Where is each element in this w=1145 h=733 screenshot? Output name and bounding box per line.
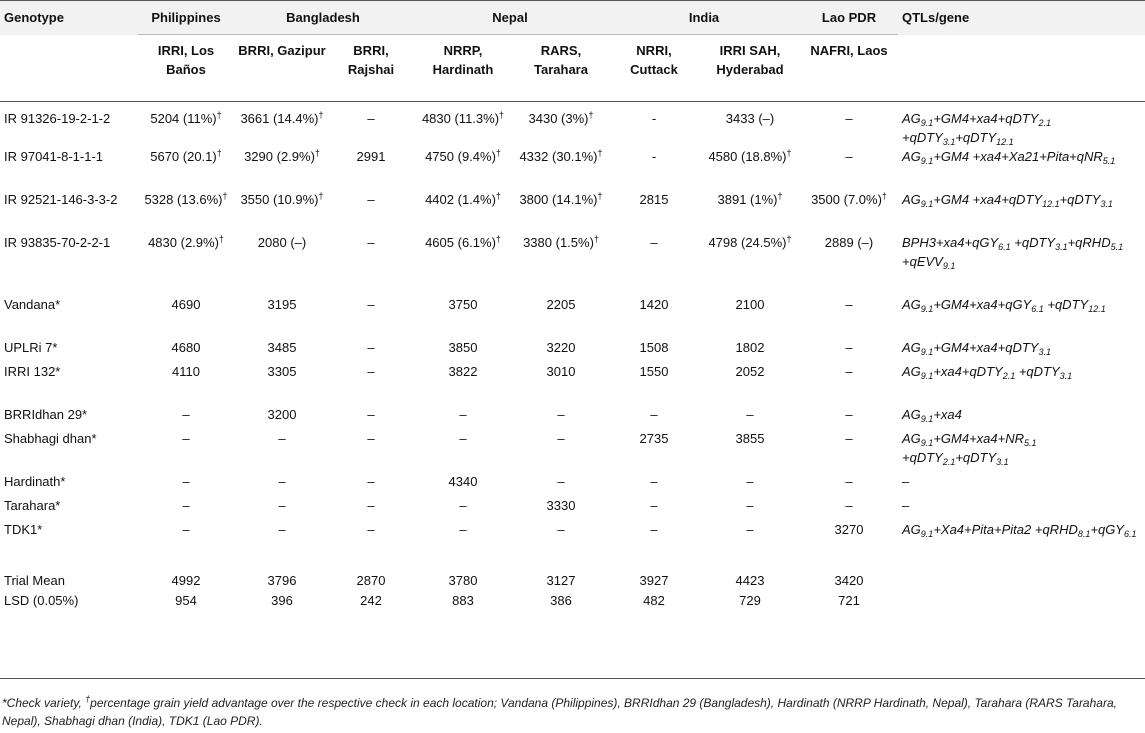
yield-cell: 3891 (1%)† <box>717 191 783 207</box>
summary-value: 2870 <box>356 573 386 588</box>
yield-cell: – <box>459 522 467 537</box>
yield-cell: – <box>746 498 754 513</box>
header-country-india: India <box>608 1 800 35</box>
table-row <box>0 338 1145 362</box>
yield-cell: 3195 <box>267 297 297 312</box>
yield-cell: 5670 (20.1)† <box>150 148 222 164</box>
yield-cell: 3330 <box>546 498 576 513</box>
header-country-lao: Lao PDR <box>800 1 898 35</box>
yield-cell: 4830 (11.3%)† <box>421 110 505 126</box>
yield-cell: 3855 <box>735 431 765 446</box>
summary-blank <box>898 563 1145 591</box>
yield-cell: – <box>845 149 853 164</box>
yield-cell: – <box>650 522 658 537</box>
genotype-cell: IRRI 132* <box>4 364 61 379</box>
genotype-cell: IR 97041-8-1-1-1 <box>4 149 103 164</box>
qtl-gene-cell: $AG_{9.1}+GM4+xa4+NR_{5.1}$ +qDTY$_{2.1}$+qDTY$_{3.1}$ <box>902 431 1037 467</box>
summary-value: 954 <box>175 593 197 608</box>
yield-cell: 2205 <box>546 297 576 312</box>
yield-cell: 4750 (9.4%)† <box>425 148 501 164</box>
yield-cell: 1802 <box>735 340 765 355</box>
yield-cell: – <box>182 474 190 489</box>
summary-value: 4423 <box>735 573 765 588</box>
yield-cell: – <box>557 431 565 446</box>
genotype-cell: Vandana* <box>4 297 61 312</box>
qtl-gene-cell: $AG_{9.1}+GM4+xa4+qGY_{6.1}$ +qDTY$_{12.1}$ <box>902 297 1106 314</box>
header-blank <box>0 35 138 102</box>
yield-cell: – <box>367 431 375 446</box>
qtl-gene-cell: $AG_{9.1}+Xa4+Pita+Pita2$ +qRHD$_{8.1}$+qGY$_{6.1}$ <box>902 522 1137 539</box>
summary-value: 721 <box>838 593 860 608</box>
yield-cell: 3270 <box>834 522 864 537</box>
summary-row <box>0 591 1145 615</box>
table-row <box>0 190 1145 233</box>
table-row <box>0 472 1145 496</box>
yield-cell: – <box>557 522 565 537</box>
genotype-cell: Shabhagi dhan* <box>4 431 97 446</box>
header-row-locations <box>0 35 1145 102</box>
summary-value: 396 <box>271 593 293 608</box>
qtl-gene-cell: $AG_{9.1}+xa4+qDTY_{2.1}$ +qDTY$_{3.1}$ <box>902 364 1073 381</box>
yield-cell: – <box>746 407 754 422</box>
yield-cell: – <box>650 235 658 250</box>
genotype-cell: IR 92521-146-3-3-2 <box>4 192 118 207</box>
yield-cell: – <box>845 111 853 126</box>
yield-cell: 3750 <box>448 297 478 312</box>
yield-cell: 5204 (11%)† <box>150 110 222 126</box>
yield-cell: 3822 <box>448 364 478 379</box>
yield-cell: – <box>367 474 375 489</box>
yield-cell: – <box>367 340 375 355</box>
yield-cell: – <box>278 474 286 489</box>
yield-cell: – <box>746 522 754 537</box>
qtl-gene-cell: $AG_{9.1}+GM4$ +xa4+qDTY$_{12.1}$+qDTY$_{3.1}$ <box>902 192 1113 209</box>
summary-value: 3127 <box>546 573 576 588</box>
yield-cell: 4798 (24.5%)† <box>708 234 792 250</box>
yield-cell: – <box>278 498 286 513</box>
qtl-gene-cell: $AG_{9.1}+GM4$ +xa4+Xa21+Pita+qNR$_{5.1}$ <box>902 149 1116 166</box>
genotype-cell: UPLRi 7* <box>4 340 58 355</box>
table-body <box>0 102 1145 616</box>
header-blank <box>898 35 1145 102</box>
header-qtl: QTLs/gene <box>902 10 970 26</box>
header-genotype: Genotype <box>4 10 64 26</box>
yield-cell: 3485 <box>267 340 297 355</box>
yield-cell: 1420 <box>639 297 669 312</box>
table-row <box>0 496 1145 520</box>
summary-label: Trial Mean <box>4 573 65 588</box>
summary-label: LSD (0.05%) <box>4 593 79 608</box>
summary-value: 482 <box>643 593 665 608</box>
yield-cell: 3200 <box>267 407 297 422</box>
yield-cell: 4830 (2.9%)† <box>148 234 224 250</box>
summary-value: 386 <box>550 593 572 608</box>
yield-cell: 3500 (7.0%)† <box>811 191 887 207</box>
yield-cell: – <box>278 431 286 446</box>
table-row <box>0 362 1145 405</box>
footnote: *Check variety, †percentage grain yield advantage over the respective check in each location; Vandana (Philippines), BRRIdhan 29 (Bangladesh), Hardinath (NRRP Hardinath, Nepal), Tarahara (RARS Tarahara, Nepal), Shabhagi dhan (India), TDK1 (Lao PDR). <box>0 678 1145 730</box>
yield-cell: 3850 <box>448 340 478 355</box>
yield-cell: 3430 (3%)† <box>528 110 594 126</box>
header-location: IRRI, Los Baños <box>157 43 215 77</box>
yield-cell: 4332 (30.1%)† <box>519 148 603 164</box>
yield-cell: 2100 <box>735 297 765 312</box>
header-location: NRRP, Hardinath <box>432 43 494 77</box>
qtl-gene-cell: – <box>902 474 910 489</box>
table-row <box>0 147 1145 190</box>
summary-value: 4992 <box>171 573 201 588</box>
yield-cell: – <box>182 498 190 513</box>
table-row <box>0 520 1145 563</box>
summary-value: 883 <box>452 593 474 608</box>
summary-blank <box>898 591 1145 615</box>
qtl-gene-cell: – <box>902 498 910 513</box>
table-row <box>0 429 1145 472</box>
yield-cell: – <box>367 111 375 126</box>
summary-value: 3420 <box>834 573 864 588</box>
yield-cell: – <box>845 364 853 379</box>
yield-cell: – <box>845 297 853 312</box>
yield-cell: 4680 <box>171 340 201 355</box>
yield-cell: – <box>650 407 658 422</box>
yield-cell: 3800 (14.1%)† <box>519 191 603 207</box>
summary-value: 3796 <box>267 573 297 588</box>
yield-cell: – <box>459 498 467 513</box>
yield-cell: 3305 <box>267 364 297 379</box>
yield-cell: – <box>746 474 754 489</box>
yield-cell: – <box>367 498 375 513</box>
yield-cell: 5328 (13.6%)† <box>144 191 228 207</box>
table-row <box>0 295 1145 338</box>
yield-cell: – <box>367 364 375 379</box>
yield-cell: - <box>651 111 657 126</box>
genotype-cell: IR 91326-19-2-1-2 <box>4 111 111 126</box>
yield-cell: 4402 (1.4%)† <box>425 191 501 207</box>
yield-cell: 1508 <box>639 340 669 355</box>
yield-cell: – <box>650 474 658 489</box>
yield-cell: – <box>845 498 853 513</box>
header-location: NAFRI, Laos <box>810 43 888 58</box>
yield-cell: – <box>367 522 375 537</box>
yield-cell: 2815 <box>639 192 669 207</box>
qtl-gene-cell: BPH3+xa4+qGY$_{6.1}$ +qDTY$_{3.1}$+qRHD$_{5.1}$ +qEVV$_{9.1}$ <box>902 235 1124 271</box>
yield-cell: 4340 <box>448 474 478 489</box>
yield-cell: – <box>367 407 375 422</box>
yield-cell: 3550 (10.9%)† <box>240 191 324 207</box>
yield-cell: 3010 <box>546 364 576 379</box>
yield-cell: 4605 (6.1%)† <box>425 234 501 250</box>
yield-cell: 3433 (–) <box>725 111 775 126</box>
yield-cell: – <box>650 498 658 513</box>
summary-value: 3780 <box>448 573 478 588</box>
summary-value: 242 <box>360 593 382 608</box>
qtl-gene-cell: $AG_{9.1}+xa4$ <box>902 407 962 424</box>
yield-cell: – <box>182 407 190 422</box>
yield-cell: – <box>557 407 565 422</box>
header-country-nepal: Nepal <box>412 1 608 35</box>
yield-cell: 3380 (1.5%)† <box>523 234 599 250</box>
yield-cell: 4110 <box>172 364 200 379</box>
table-row <box>0 405 1145 429</box>
yield-cell: – <box>459 431 467 446</box>
yield-cell: – <box>182 431 190 446</box>
yield-cell: - <box>651 149 657 164</box>
table-row <box>0 102 1145 148</box>
header-location: BRRI, Gazipur <box>238 43 326 58</box>
qtl-gene-cell: $AG_{9.1}+GM4+xa4+qDTY_{3.1}$ <box>902 340 1051 357</box>
yield-cell: 2991 <box>356 149 386 164</box>
yield-cell: 2889 (–) <box>824 235 874 250</box>
header-location: BRRI, Rajshai <box>347 43 395 77</box>
yield-cell: – <box>367 235 375 250</box>
summary-value: 3927 <box>639 573 669 588</box>
yield-cell: – <box>845 431 853 446</box>
genotype-cell: Hardinath* <box>4 474 66 489</box>
header-row-countries <box>0 1 1145 35</box>
yield-cell: – <box>182 522 190 537</box>
yield-cell: 3290 (2.9%)† <box>244 148 320 164</box>
genotype-cell: Tarahara* <box>4 498 61 513</box>
qtl-gene-cell: $AG_{9.1}+GM4+xa4+qDTY_{2.1}$ +qDTY$_{3.1}$+qDTY$_{12.1}$ <box>902 111 1051 147</box>
header-country-bangladesh: Bangladesh <box>234 1 412 35</box>
yield-cell: 4580 (18.8%)† <box>708 148 792 164</box>
yield-cell: – <box>278 522 286 537</box>
yield-cell: – <box>367 297 375 312</box>
header-location: IRRI SAH, Hyderabad <box>716 43 784 77</box>
genotype-cell: IR 93835-70-2-2-1 <box>4 235 111 250</box>
yield-cell: 4690 <box>171 297 201 312</box>
yield-cell: – <box>845 474 853 489</box>
header-country-philippines: Philippines <box>138 1 234 35</box>
yield-cell: 1550 <box>639 364 669 379</box>
yield-cell: – <box>845 407 853 422</box>
genotype-cell: BRRIdhan 29* <box>4 407 88 422</box>
yield-cell: 3220 <box>546 340 576 355</box>
yield-cell: – <box>557 474 565 489</box>
header-location: RARS, Tarahara <box>534 43 588 77</box>
table-row <box>0 233 1145 295</box>
yield-cell: 2080 (–) <box>257 235 307 250</box>
yield-cell: 3661 (14.4%)† <box>240 110 324 126</box>
yield-cell: – <box>367 192 375 207</box>
summary-row <box>0 563 1145 591</box>
yield-cell: 2052 <box>735 364 765 379</box>
yield-cell: 2735 <box>639 431 669 446</box>
yield-cell: – <box>845 340 853 355</box>
summary-value: 729 <box>739 593 761 608</box>
header-location: NRRI, Cuttack <box>630 43 678 77</box>
genotype-cell: TDK1* <box>4 522 43 537</box>
yield-cell: – <box>459 407 467 422</box>
